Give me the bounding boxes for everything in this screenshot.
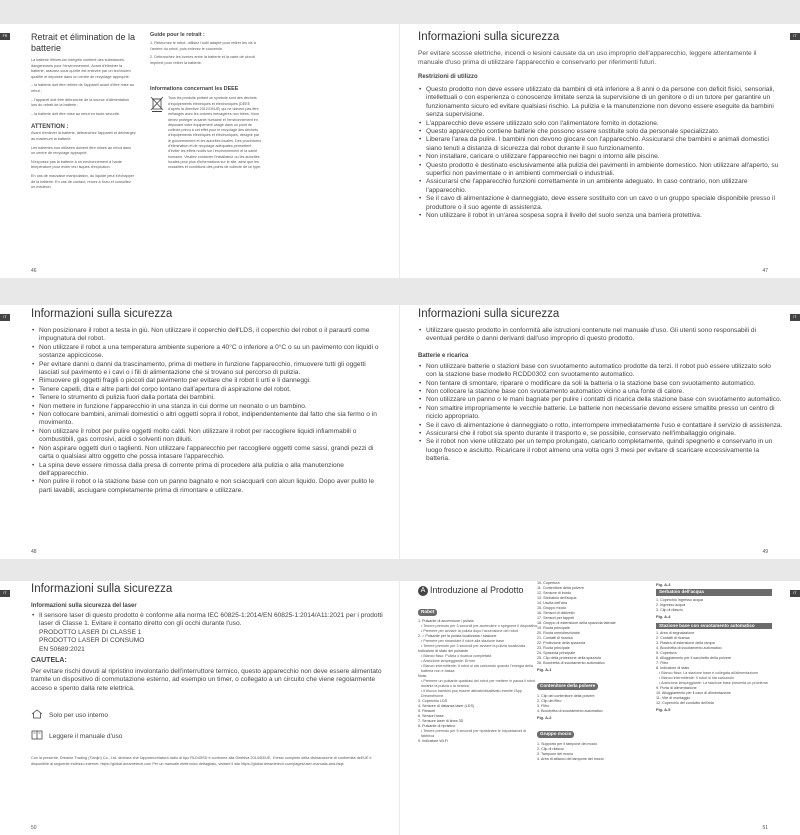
list-item: • Rimuovere gli oggetti fragili o piccoli dal pavimento per evitare che il robot li urti e li danneggi. — [31, 377, 386, 385]
spread-pages-48-49 — [0, 305, 800, 559]
deee-text: Tous les produits portant ce symbole sont des déchets d'équipements électriques et électroniques (DEEE d'après la directive 2012/19/UE) qui ne doivent pas être mélangés avec les ordures ménagères non triées. Vous devez protéger la santé humaine et l'environnement en déposant votre équipement usagé dans un point de collecte prévu à cet effet pour le recyclage des déchets d'équipements électriques et électroniques, désigné par le gouvernement et les autorités locales. Des procédures d'élimination et de recyclage adéquates permettent d'éviter les effets nocifs sur l'environnement et la santé humaine. Veuillez contacter l'installateur ou les autorités locales pour plus d'informations sur le site, ainsi que les modalités et conditions des points de collecte de ce type. — [168, 96, 262, 170]
indoor-use-row — [31, 709, 386, 721]
list-item: • Per evitare danni o danni da trascinamento, prima di mettere in funzione l'apparecchio, rimuovere tutti gli oggetti lasciati sul pavimento e i cavi o i fili di alimentazione che si trovano sul percorso di pulizia. — [31, 361, 386, 378]
read-manual-row — [31, 730, 386, 742]
dust-bin-label: Contenitore della polvere — [537, 683, 598, 690]
list-item: 25. Clip della protezione della spazzola — [537, 656, 601, 660]
page-title: Retrait et élimination de la batterie — [31, 32, 136, 53]
page-number: 51 — [762, 825, 768, 831]
list-item: • Non tentare di smontare, riparare o modificare da soli la batteria o la stazione base con svuotamento automatico. — [418, 380, 783, 388]
usage-list — [418, 327, 783, 344]
figure-label: Fig. A-1 — [537, 667, 552, 672]
removal-column — [150, 32, 262, 171]
page-title: Informazioni sulla sicurezza — [31, 308, 173, 320]
laser-list — [31, 612, 386, 654]
list-item: 8. Indicatore di stato — [656, 666, 690, 670]
list-item: Nota: — [418, 674, 427, 678]
list-item: • Arancione lampeggiante: La stazione base presenta un problema — [659, 681, 768, 685]
list-item: • Premere per rimandare il robot alla stazione base — [421, 639, 505, 643]
list-item: 2. Ingresso acqua — [656, 602, 686, 607]
caution-title: CAUTELA: — [31, 657, 67, 665]
list-item: • Non installare, caricare o utilizzare l'apparecchio nei bagni o intorno alle piscine. — [418, 153, 783, 161]
section-title: Restrizioni di utilizzo — [418, 74, 478, 80]
list-item: • Assicurarsi che il robot sia spento durante il trasporto e, se possibile, conservato nell'imballaggio originale. — [418, 430, 783, 438]
attention-title: ATTENTION : — [31, 124, 69, 131]
list-item: 1. Pulsante di accensione / pulizia — [418, 619, 474, 623]
list-item: 2. Contatti di ricarica — [656, 636, 690, 640]
page-50 — [0, 581, 399, 835]
page-48 — [0, 305, 399, 559]
list-item: • Premere un pulsante qualsiasi del robot per mettere in pausa il robot durante la pulizia o la ricarica. — [421, 679, 536, 688]
list-item: 15. Gruppo mocio — [537, 606, 567, 610]
robot-parts-list — [418, 619, 538, 744]
robot-parts-list-cont — [537, 581, 655, 666]
list-item: 9. Indicatore Wi-Fi — [418, 739, 448, 743]
list-item: 21. Contatti di ricarica — [537, 636, 573, 640]
list-item: 10. Alloggiamento per il cavo di alimentazione — [656, 691, 731, 695]
page-number: 48 — [31, 549, 37, 555]
list-item: • Tenere capelli, dita e altre parti del corpo lontano dall'apertura di aspirazione del robot. — [31, 386, 386, 394]
mop-parts — [537, 742, 655, 762]
conformity-footer: Con la presente, Dreame Trading (Tianjin) Co., Ltd. dichiara che l'apparecchiatura radio di tipo RLD45SD è conforme alla Direttiva 2014/53/UE. Il testo completo della dichiarazione di conformità dell'UE è disponibile al seguente indirizzo internet: https://global.dreametech.com Per un manuale elettronico dettagliato, visitare il sito https://global.dreametech.com/pages/user-manuals-and-faqs — [31, 756, 372, 766]
list-item: 10. Copertura — [537, 581, 560, 585]
list-item: • Non pulire il robot o la stazione base con un panno bagnato e non sciacquarli con alcun liquido. Dopo aver pulito le parti lavabili, asciugare completamente prima di rimontare e utilizzare. — [31, 478, 386, 495]
list-item: 2. ⌂ Pulsante per la pulizia localizzata / stazione — [418, 634, 497, 638]
list-item: 24. Spazzola principale — [537, 651, 576, 655]
list-item: • Questo prodotto è destinato esclusivamente alla pulizia dei pavimenti in ambiente domestico. Non utilizzare all'aperto, su superfici non pavimentate o in ambienti commerciali o industriali. — [418, 162, 783, 179]
dust-bin-parts — [537, 694, 655, 714]
removal-steps: 1. Retournez le robot, utilisez l'outil adapté pour retirer les vis à l'arrière du robot, puis enlevez le couvercle. 2. Débranchez les bornes entre la batterie et la carte de circuit imprimé pour retirer la batterie. — [150, 41, 256, 65]
list-item: 7. Filtro — [656, 661, 669, 665]
spread-pages-46-47 — [0, 24, 800, 278]
list-item: 6. Alloggiamento per il sacchetto della polvere — [656, 656, 732, 660]
list-item: Indicatore di stato del pulsante — [418, 649, 469, 653]
crossed-bin-icon — [150, 96, 164, 170]
house-icon — [31, 709, 43, 721]
list-item: 20. Ruota omnidirezionale — [537, 631, 580, 635]
list-item: 2. Clip del filtro — [537, 699, 562, 703]
list-item: 3. Clip di rilascio — [656, 607, 683, 612]
page-49 — [400, 305, 800, 559]
list-item: 3. Coperchio LDS — [418, 699, 448, 703]
list-item: • Non posizionare il robot a testa in giù. Non utilizzare il coperchio dell'LDS, il coperchio del robot o il paraurti come impugnatura del robot. — [31, 327, 386, 344]
laser-class: PRODOTTO LASER DI CONSUMO — [39, 637, 145, 645]
safety-content — [418, 308, 783, 464]
page-46 — [0, 24, 399, 278]
safety-list — [31, 327, 386, 495]
figure-label: Fig. A-2 — [537, 715, 552, 720]
list-item: 19. Ruota principale — [537, 626, 570, 630]
section-title: Informazioni sulla sicurezza del laser — [31, 603, 137, 609]
list-item: • Tenere premuto per 3 secondi per accendere o spegnere il dispositivo — [421, 624, 538, 628]
page-title: Informazioni sulla sicurezza — [418, 31, 560, 43]
laser-content — [31, 583, 386, 767]
list-item: • Bianco fisso: La stazione base è collegata all'alimentazione — [659, 671, 759, 675]
list-item: 2. Clip di rilascio — [537, 747, 564, 751]
indoor-use-label: Solo per uso interno — [49, 711, 109, 719]
list-item: • Bianco fisso: Pulizia o ricarica completata — [421, 654, 492, 658]
list-item: 13. Sbrbatoio dell'acqua — [537, 596, 577, 600]
list-item: • Utilizzare questo prodotto in conformità alle istruzioni contenute nel manuale d'uso. Gli utenti sono responsabili di eventuali perdite o danni derivanti dall'uso improprio di questo prodotto. — [418, 327, 783, 344]
list-item: 3. Piastra di estensione della rampa — [656, 641, 715, 645]
list-item: 4. Bocchetta di svuotamento automatico — [537, 709, 603, 713]
water-tank-parts — [656, 598, 772, 613]
section-badge: A — [418, 586, 428, 596]
figure-label: Fig. A-5 — [656, 707, 671, 712]
figure-label: Fig. A-3 — [656, 582, 671, 587]
robot-label: Robot — [418, 609, 437, 616]
list-item: • Assicurarsi che l'apparecchio funzioni correttamente in un ambiente adeguato. In caso contrario, non utilizzare l'apparecchio. — [418, 178, 783, 195]
deee-block — [150, 96, 262, 170]
list-item: 1. Coperchio ingresso acqua — [656, 597, 703, 602]
list-item: 3. Tampone del mocio — [537, 752, 574, 756]
list-item: • Tenere lo strumento di pulizia fuori dalla portata dei bambini. — [31, 394, 386, 402]
list-item: 26. Bocchetta di svuotamento automatico — [537, 661, 605, 665]
list-item: • Se il robot non viene utilizzato per un tempo prolungato, caricarlo completamente, quindi spegnerlo e conservarlo in un luogo fresco e asciutto. Ricaricare il robot almeno una volta ogni 3 mesi per evitare di scaricare eccessivamente la batteria. — [418, 438, 783, 463]
list-item: 18. Gruppo di estensione della spazzola laterale — [537, 621, 616, 625]
mop-label: Gruppo mocio — [537, 731, 574, 738]
list-item: • Non aspirare oggetti duri o taglienti. Non utilizzare l'apparecchio per raccogliere oggetti come sassi, grandi pezzi di carta o qualsiasi altro oggetto che possa intasare l'apparecchio. — [31, 445, 386, 462]
list-item: 4. Sensore di distanza laser (LDS) — [418, 704, 475, 708]
list-item: • Il sensore laser di questo prodotto è conforme alla norma IEC 60825-1:2014/EN 60825-1:2014/A11:2021 per i prodotti laser di Classe 1. Evitare il contatto diretto con gli occhi durante l'uso. PRODOTTO LASER DI CLASSE 1 PRODOTTO LASER DI CONSUMO EN 50689:2021 — [31, 612, 386, 654]
list-item: 12. Coperchio del condotto dell'aria — [656, 701, 714, 705]
intro-col-b — [537, 581, 655, 762]
page-title: Informazioni sulla sicurezza — [418, 308, 560, 320]
spread-pages-50-51 — [0, 581, 800, 835]
lang-tab: IT — [0, 590, 10, 597]
list-item: 16. Sensori di dislivello — [537, 611, 575, 615]
page-47 — [400, 24, 800, 278]
list-item: • Se il cavo di alimentazione è danneggiato, deve essere sostituito con un cavo o un gruppo speciale disponibile presso il produttore o il suo agente di assistenza. — [418, 195, 783, 212]
page-number: 46 — [31, 268, 37, 274]
attention-text: Avant d'enlever la batterie, débranchez l'appareil et déchargez au maximum la batterie. Les batteries non utilisées doivent être mises au rebut dans un centre de recyclage approprié. N'exposez pas la batterie à un environnement à haute température pour éviter les risques d'explosion. En cas de mauvaise manipulation, du liquide peut s'échapper de la batterie. En cas de contact, rincez à l'eau et consultez un médecin. — [31, 131, 136, 190]
list-item: • Premere per avviare la pulizia dopo l'accensione del robot — [421, 629, 518, 633]
page-title: A Introduzione al Prodotto — [418, 585, 538, 596]
laser-standard: EN 50689:2021 — [39, 645, 85, 653]
laser-class: PRODOTTO LASER DI CLASSE 1 — [39, 628, 142, 636]
station-label: Stazione base con svuotamento automatico — [656, 623, 772, 630]
list-item: 3. Filtro — [537, 704, 550, 708]
restriction-list — [418, 86, 783, 221]
list-item: 22. Protezione della spazzola — [537, 641, 586, 645]
list-item: 9. Porta di alimentazione — [656, 686, 697, 690]
intro-col-c — [656, 581, 772, 714]
list-item: 6. Sensori base — [418, 714, 444, 718]
removal-title: Guide pour le retrait : — [150, 32, 205, 38]
battery-intro: La batterie lithium-ion intégrée contient des substances dangereuses pour l'environnement. Avant d'éliminer la batterie, assurez-vous qu'elle est enlevée par un technicien qualifié et déposée dans un centre de recyclage approprié. – la batterie doit être retirée de l'appareil avant d'être mise au rebut ; – l'appareil doit être débranché de la source d'alimentation lors du retrait de la batterie ; – la batterie doit être mise au rebut en toute sécurité. — [31, 58, 134, 116]
list-item: • Arancione lampeggiante: Errore — [421, 659, 476, 663]
list-item: • Non collocare bambini, animali domestici o altri oggetti sopra il robot, indipendentemente dal fatto che sia fermo o in movimento. — [31, 411, 386, 428]
list-item: 11. Vite di montaggio — [656, 696, 691, 700]
list-item: 1. Supporto per il tampone del mocio — [537, 742, 598, 746]
water-tank-label: Serbatoio dell'acqua — [656, 589, 772, 596]
list-item: • Tenere premuto per 5 secondi per ripristinare le impostazioni di fabbrica — [421, 729, 527, 738]
list-item: • Tenere premuto per 3 secondi per avviare la pulizia localizzata — [421, 644, 526, 648]
list-item: 5. Paraurti — [418, 709, 436, 713]
safety-content — [31, 308, 386, 495]
list-item: • Questo apparecchio contiene batterie che possono essere sostituite solo da personale specializzato. — [418, 128, 783, 136]
deee-title: Informations concernant les DEEE — [150, 86, 239, 93]
page-number: 50 — [31, 825, 37, 831]
list-item: 17. Sensori per tappeti — [537, 616, 575, 620]
battery-column — [31, 32, 136, 192]
lang-tab: IT — [0, 314, 10, 321]
book-icon — [31, 730, 43, 742]
list-item: • Non utilizzare il robot in un'area sospesa sopra il livello del suolo senza una barriera protettiva. — [418, 212, 783, 220]
list-item: 1. Area di segnalazione — [656, 631, 695, 635]
page-title: Informazioni sulla sicurezza — [31, 583, 173, 595]
list-item: • Bianco intermittente: Il robot si sta caricando quando l'energia della batteria non è bassa — [421, 664, 533, 673]
section-title: Batterie e ricarica — [418, 352, 469, 359]
list-item: 4. Area di attacco del tampone del mocio — [537, 757, 604, 761]
page-number: 49 — [762, 549, 768, 555]
list-item: 8. Pulsante di ripristino — [418, 724, 456, 728]
list-item: • Il blocco bambini può essere attivato/disattivato tramite l'App Dreamehome. — [421, 689, 522, 698]
lang-tab: FR — [0, 33, 10, 40]
list-item: • Liberare l'area da pulire. I bambini non devono giocare con l'apparecchio. Assicurarsi che bambini e animali domestici siano tenuti a distanza di sicurezza dal robot durante il suo funzionamento. — [418, 136, 783, 153]
station-parts — [656, 631, 772, 706]
safety-content — [418, 31, 783, 221]
lang-tab: IT — [790, 314, 800, 321]
list-item: • Non utilizzare batterie o stazioni base con svuotamento automatico prodotte da terzi. Il robot può essere utilizzato solo con la stazione base modello RCDD0302 con svuotamento automatico. — [418, 363, 783, 380]
list-item: 7. Sensore laser di linea 3D — [418, 719, 464, 723]
robot-header — [418, 600, 538, 618]
list-item: • Non smaltire impropriamente le vecchie batterie. Le batterie non necessarie devono essere smaltite presso un centro di riciclo appropriato. — [418, 405, 783, 422]
list-item: • Se il cavo di alimentazione è danneggiato o rotto, interrompere immediatamente l'uso e contattare il servizio di assistenza. — [418, 422, 783, 430]
list-item: • Bianco intermittente: Il robot si sta caricando — [659, 676, 734, 680]
list-item: 5. Copertura — [656, 651, 677, 655]
list-item: • Non mettere in funzione l'apparecchio in una stanza in cui dorme un neonato o un bambino. — [31, 403, 386, 411]
list-item: 12. Sensore di bordo — [537, 591, 572, 595]
list-item: • Non utilizzare un panno o le mani bagnate per pulire i contatti di ricarica della stazione base con svuotamento automatico. — [418, 396, 783, 404]
list-item: 1. Clip del contenitore della polvere — [537, 694, 595, 698]
list-item: • Non utilizzare il robot per pulire oggetti molto caldi. Non utilizzare il robot per raccogliere liquidi infiammabili o combustibili, gas corrosivi, acidi o solventi non diluiti. — [31, 428, 386, 445]
intro-text: Per evitare scosse elettriche, incendi o lesioni causate da un uso improprio dell'apparecchio, leggere attentamente il manuale d'uso prima di utilizzare l'apparecchio e conservarlo per riferimenti futuri. — [418, 50, 757, 66]
battery-list — [418, 363, 783, 464]
list-item: 11. Contenitore della polvere — [537, 586, 584, 590]
list-item: • Non utilizzare il robot a una temperatura ambiente superiore a 40°C o inferiore a 0°C o su un pavimento con liquidi o sostanze appiccicose. — [31, 344, 386, 361]
list-item: • La spina deve essere rimossa dalla presa di corrente prima di procedere alla pulizia o alla manutenzione dell'apparecchio. — [31, 462, 386, 479]
figure-label: Fig. A-4 — [656, 613, 671, 619]
intro-col-a — [418, 585, 538, 744]
page-number: 47 — [762, 268, 768, 274]
lang-tab: IT — [790, 33, 800, 40]
read-manual-label: Leggere il manuale d'uso — [49, 732, 123, 740]
list-item: 14. Uscita dell'aria — [537, 601, 568, 605]
list-item: • L'apparecchio deve essere utilizzato solo con l'alimentatore fornito in dotazione. — [418, 120, 783, 128]
list-item: • Non collocare la stazione base con svuotamento automatico vicino a una fonte di calore. — [418, 388, 783, 396]
list-item: 23. Ruota principale — [537, 646, 570, 650]
lang-tab: IT — [790, 590, 800, 597]
page-51 — [400, 581, 800, 835]
list-item: • Questo prodotto non deve essere utilizzato da bambini di età inferiore a 8 anni o da persone con deficit fisici, sensoriali, intellettuali o con esperienza o conoscenze limitate senza la supervisione di un genitore o di un tutore per garantire un funzionamento sicuro ed evitare qualsiasi rischio. La pulizia e la manutenzione non devono essere eseguite da bambini senza supervisione. — [418, 86, 783, 120]
caution-text: Per evitare rischi dovuti al ripristino involontario dell'interruttore termico, questo apparecchio non deve essere alimentato tramite un dispositivo di commutazione esterno, ad esempio un timer, o collegato a un circuito che viene regolarmente acceso e spento dalla rete elettrica. — [31, 668, 382, 692]
list-item: 4. Bocchetta di svuotamento automatico — [656, 646, 722, 650]
